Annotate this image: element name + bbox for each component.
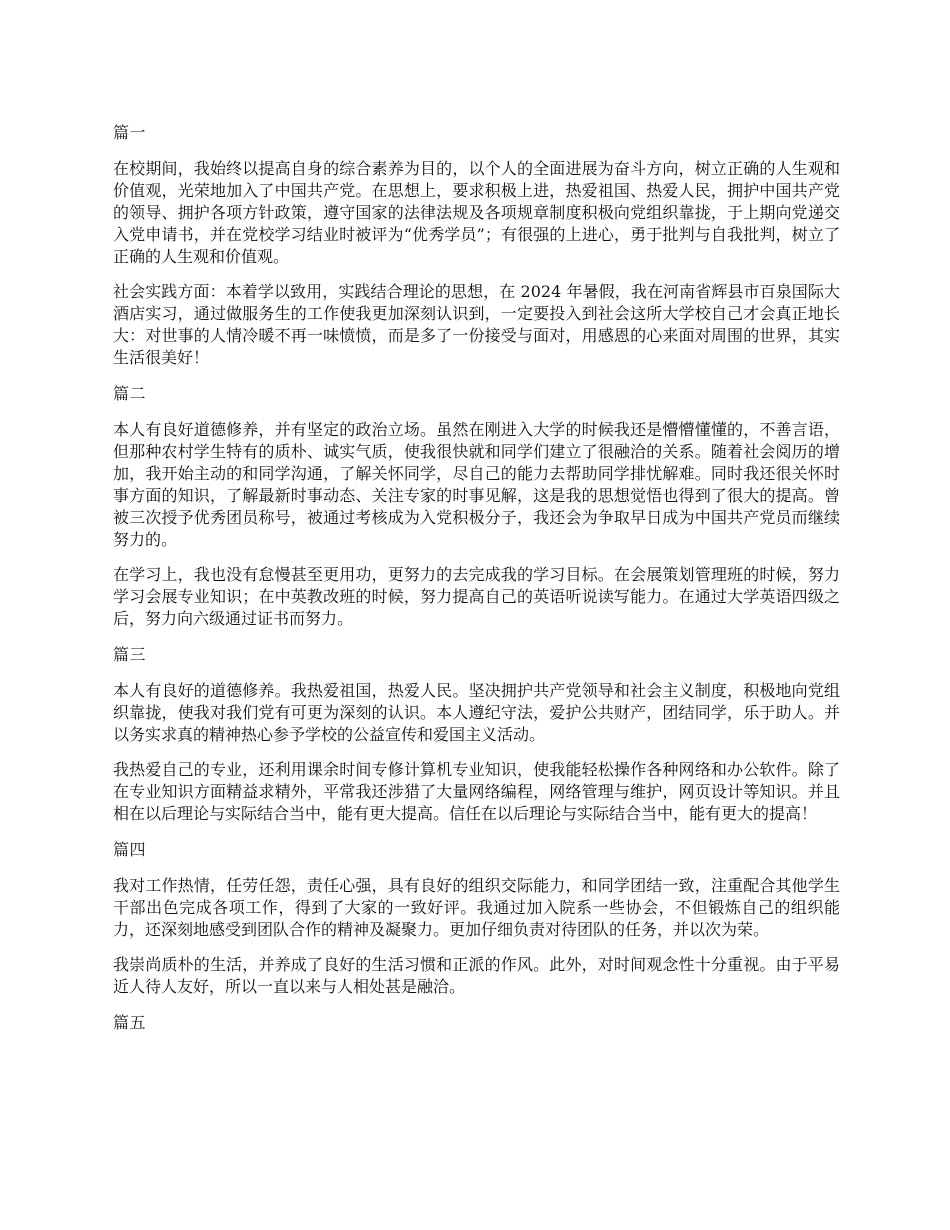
section-4-paragraph-1: 我对工作热情，任劳任怨，责任心强，具有良好的组织交际能力，和同学团结一致，注重配合其他学生干部出色完成各项工作，得到了大家的一致好评。我通过加入院系一些协会，不但锻炼自己的组织能力，还深刻地感受到团队合作的精神及凝聚力。更加仔细负责对待团队的任务，并以次为荣。: [113, 876, 840, 939]
document-page: [113, 121, 840, 1048]
section-1-paragraph-2: 社会实践方面：本着学以致用，实践结合理论的思想，在 2024 年暑假，我在河南省辉县市百泉国际大酒店实习，通过做服务生的工作使我更加深刻认识到，一定要投入到社会这所大学校自己才会真正地长大：对世事的人情冷暖不再一味愤愤，而是多了一份接受与面对，用感恩的心来面对周围的世界，其实生活很美好！: [113, 282, 840, 367]
section-heading-5: 篇五: [113, 1013, 147, 1032]
section-3-paragraph-2: 我热爱自己的专业，还利用课余时间专修计算机专业知识，使我能轻松操作各种网络和办公软件。除了在专业知识方面精益求精外，平常我还涉猎了大量网络编程，网络管理与维护，网页设计等知识。并且相在以后理论与实际结合当中，能有更大提高。信任在以后理论与实际结合当中，能有更大的提高！: [113, 760, 840, 823]
section-2-paragraph-2: 在学习上，我也没有怠慢甚至更用功，更努力的去完成我的学习目标。在会展策划管理班的时候，努力学习会展专业知识；在中英教改班的时候，努力提高自己的英语听说读写能力。在通过大学英语四级之后，努力向六级通过证书而努力。: [113, 565, 840, 628]
section-heading-4: 篇四: [113, 840, 147, 859]
section-heading-2: 篇二: [113, 384, 147, 403]
section-1-paragraph-1: 在校期间，我始终以提高自身的综合素养为目的，以个人的全面进展为奋斗方向，树立正确的人生观和价值观，光荣地加入了中国共产党。在思想上，要求积极上进，热爱祖国、热爱人民，拥护中国共产党的领导、拥护各项方针政策，遵守国家的法律法规及各项规章制度积极向党组织靠拢，于上期向党递交入党申请书，并在党校学习结业时被评为“优秀学员”；有很强的上进心，勇于批判与自我批判，树立了正确的人生观和价值观。: [113, 159, 840, 266]
section-2-paragraph-1: 本人有良好道德修养，并有坚定的政治立场。虽然在刚进入大学的时候我还是懵懵懂懂的，不善言语，但那种农村学生特有的质朴、诚实气质，使我很快就和同学们建立了很融洽的关系。随着社会阅历的增加，我开始主动的和同学沟通，了解关怀同学，尽自己的能力去帮助同学排忧解难。同时我还很关怀时事方面的知识，了解最新时事动态、关注专家的时事见解，这是我的思想觉悟也得到了很大的提高。曾被三次授予优秀团员称号，被通过考核成为入党积极分子，我还会为争取早日成为中国共产党员而继续努力的。: [113, 420, 840, 549]
section-heading-1: 篇一: [113, 123, 147, 142]
section-heading-3: 篇三: [113, 645, 147, 664]
section-3-paragraph-1: 本人有良好的道德修养。我热爱祖国，热爱人民。坚决拥护共产党领导和社会主义制度，积极地向党组织靠拢，使我对我们党有可更为深刻的认识。本人遵纪守法，爱护公共财产，团结同学，乐于助人。并以务实求真的精神热心参予学校的公益宣传和爱国主义活动。: [113, 681, 840, 744]
section-4-paragraph-2: 我崇尚质朴的生活，并养成了良好的生活习惯和正派的作风。此外，对时间观念性十分重视。由于平易近人待人友好，所以一直以来与人相处甚是融洽。: [113, 955, 840, 996]
